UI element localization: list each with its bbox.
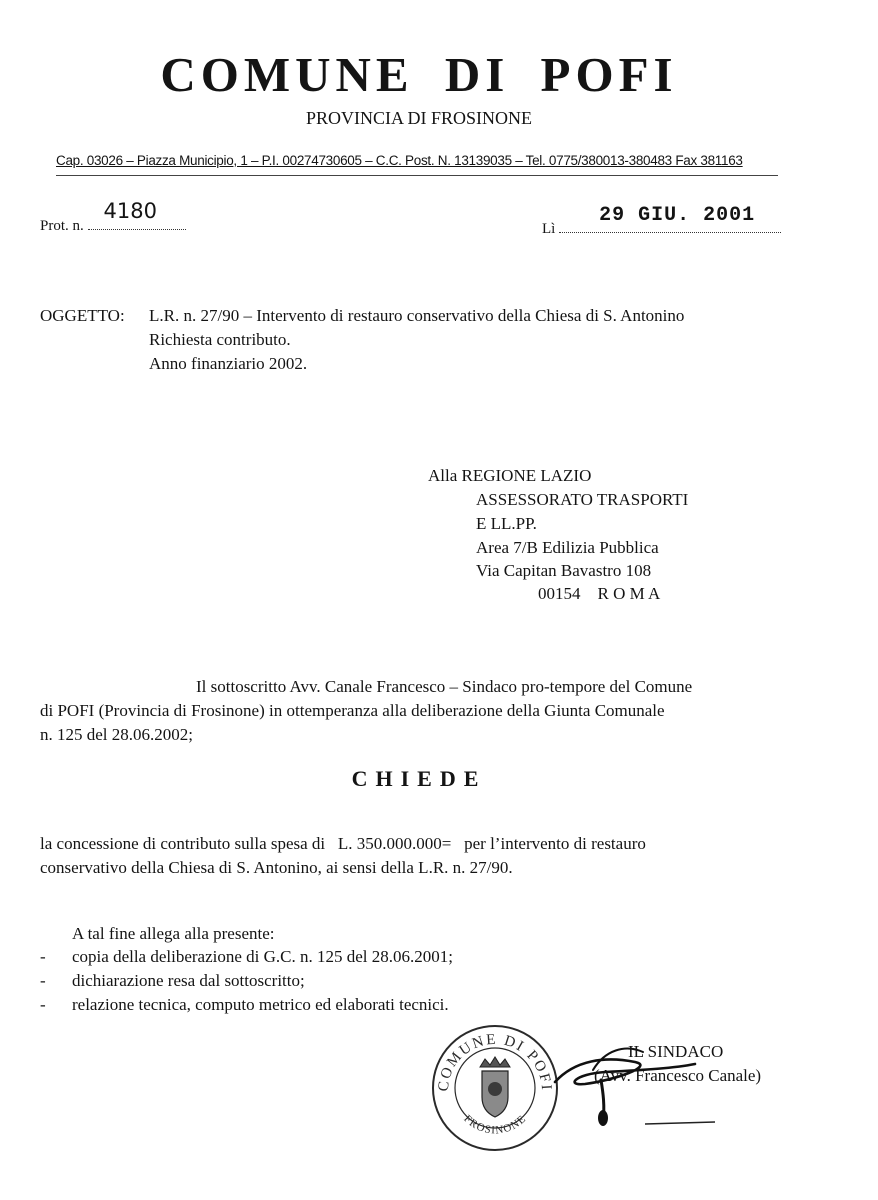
recipient-line: Area 7/B Edilizia Pubblica	[476, 538, 659, 557]
handwritten-signature-icon	[545, 1030, 785, 1140]
recipient-line: 00154 R O M A	[538, 584, 661, 603]
attachment-item-text: dichiarazione resa dal sottoscritto;	[72, 971, 305, 990]
recipient-line: ASSESSORATO TRASPORTI	[476, 490, 689, 509]
protocol-row	[40, 199, 186, 235]
province-subtitle: PROVINCIA DI FROSINONE	[305, 108, 533, 128]
attachment-item: -	[40, 995, 46, 1014]
header-divider	[56, 175, 778, 176]
intro-line: di POFI (Provincia di Frosinone) in ottemperanza alla deliberazione della Giunta Comunale	[40, 701, 665, 720]
subject-label: OGGETTO:	[40, 306, 125, 325]
attachment-item-text: relazione tecnica, computo metrico ed elaborati tecnici.	[72, 995, 449, 1014]
municipality-title: COMUNE DI POFI	[160, 47, 678, 102]
recipient-line: Via Capitan Bavastro 108	[476, 561, 652, 580]
date-stamp: 29 GIU. 2001	[599, 204, 756, 227]
recipient-line: E LL.PP.	[476, 514, 537, 533]
subject-line: Richiesta contributo.	[149, 330, 291, 349]
contact-line: Cap. 03026 – Piazza Municipio, 1 – P.I. 00274730605 – C.C. Post. N. 13139035 – Tel. 0775/380013-380483 Fax 381163	[56, 153, 743, 168]
seal-text-top: COMUNE DI POFI	[435, 1031, 555, 1093]
request-line: conservativo della Chiesa di S. Antonino, ai sensi della L.R. n. 27/90.	[40, 858, 513, 877]
signatory-name: (Avv. Francesco Canale)	[594, 1066, 762, 1085]
request-heading: CHIEDE	[351, 766, 487, 791]
municipal-seal-icon	[430, 1023, 560, 1153]
protocol-label: Prot. n.	[40, 218, 84, 234]
intro-line: n. 125 del 28.06.2002;	[40, 725, 193, 744]
attachment-item-text: copia della deliberazione di G.C. n. 125 del 28.06.2001;	[72, 947, 453, 966]
signatory-title: IL SINDACO	[628, 1042, 724, 1061]
date-dotted-line	[559, 204, 781, 233]
attachments-intro: A tal fine allega alla presente:	[72, 924, 275, 943]
date-row	[542, 204, 781, 238]
seal-text-bottom: FROSINONE	[461, 1112, 529, 1137]
subject-line: L.R. n. 27/90 – Intervento di restauro conservativo della Chiesa di S. Antonino	[149, 306, 685, 325]
protocol-number: 4180	[103, 199, 157, 223]
subject-line: Anno finanziario 2002.	[149, 354, 308, 373]
protocol-dotted-line	[88, 199, 186, 230]
request-line: la concessione di contributo sulla spesa di L. 350.000.000= per l’intervento di restauro	[40, 834, 646, 853]
intro-line: Il sottoscritto Avv. Canale Francesco – Sindaco pro-tempore del Comune	[196, 677, 693, 696]
recipient-line: Alla REGIONE LAZIO	[428, 466, 592, 485]
place-label: Lì	[542, 221, 556, 237]
attachment-item: -	[40, 971, 46, 990]
attachment-item: -	[40, 947, 46, 966]
